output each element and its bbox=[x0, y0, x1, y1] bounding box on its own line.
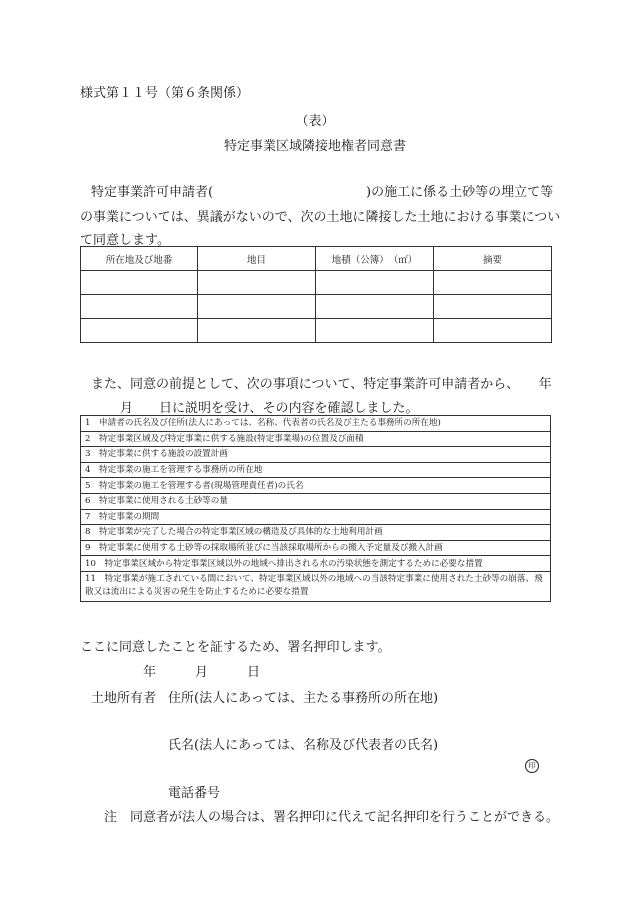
table-cell bbox=[434, 319, 552, 343]
table-row bbox=[81, 447, 551, 463]
table-cell bbox=[434, 295, 552, 319]
table-row bbox=[81, 540, 551, 556]
table-cell bbox=[81, 271, 198, 295]
table-row bbox=[81, 295, 552, 319]
premise-line2: 月 日に説明を受け、その内容を確認しました。 bbox=[120, 401, 419, 416]
table-row bbox=[81, 319, 552, 343]
footnote: 注 同意者が法人の場合は、署名押印に代えて記名押印を行うことができる。 bbox=[104, 810, 560, 825]
form-number: 様式第１１号（第６条関係） bbox=[80, 86, 250, 101]
table-row bbox=[81, 416, 551, 432]
table-row bbox=[81, 556, 551, 572]
table-row bbox=[81, 431, 551, 447]
list-item: 9 特定事業に使用する土砂等の採取場所並びに当該採取場所からの搬入予定量及び搬入計画 bbox=[81, 540, 551, 556]
phone-label: 電話番号 bbox=[168, 786, 221, 801]
list-item: 10 特定事業区域から特定事業区域以外の地域へ排出される水の汚染状態を測定するために必要な措置 bbox=[81, 556, 551, 572]
table-row bbox=[81, 493, 551, 509]
table-cell bbox=[316, 295, 434, 319]
certification-statement: ここに同意したことを証するため、署名押印します。 bbox=[80, 640, 391, 655]
table-row bbox=[81, 271, 552, 295]
table-cell bbox=[198, 271, 316, 295]
list-item: 11 特定事業が施工されている間において、特定事業区域以外の地域への当該特定事業に使用された土砂等の崩落、飛散又は流出による災害の発生を防止するために必要な措置 bbox=[81, 571, 551, 601]
seal-mark: 印 bbox=[525, 759, 539, 773]
page-title: 特定事業区域隣接地権者同意書 bbox=[223, 139, 406, 154]
list-item: 1 申請者の氏名及び住所(法人にあっては、名称、代表者の氏名及び主たる事務所の所在地) bbox=[81, 416, 551, 432]
table-cell bbox=[316, 319, 434, 343]
list-item: 8 特定事業が完了した場合の特定事業区域の構造及び具体的な土地利用計画 bbox=[81, 525, 551, 541]
table-cell bbox=[434, 271, 552, 295]
front-marker: （表） bbox=[295, 114, 335, 129]
list-item: 3 特定事業に供する施設の設置計画 bbox=[81, 447, 551, 463]
table-row bbox=[81, 525, 551, 541]
table-cell bbox=[316, 271, 434, 295]
land-table-header bbox=[81, 247, 552, 271]
list-item: 7 特定事業の期間 bbox=[81, 509, 551, 525]
table-row bbox=[81, 509, 551, 525]
list-item: 6 特定事業に使用される土砂等の量 bbox=[81, 493, 551, 509]
date-line: 年 月 日 bbox=[143, 665, 261, 680]
header-location: 所在地及び地番 bbox=[81, 247, 198, 271]
header-remarks: 摘要 bbox=[434, 247, 552, 271]
list-item: 5 特定事業の施工を管理する者(現場管理責任者)の氏名 bbox=[81, 478, 551, 494]
address-label: 住所(法人にあっては、主たる事務所の所在地) bbox=[168, 691, 439, 706]
list-item: 4 特定事業の施工を管理する事務所の所在地 bbox=[81, 462, 551, 478]
table-row bbox=[81, 462, 551, 478]
table-cell bbox=[81, 295, 198, 319]
list-item: 2 特定事業区域及び特定事業に供する施設(特定事業場)の位置及び面積 bbox=[81, 431, 551, 447]
table-row bbox=[81, 478, 551, 494]
intro-line1-suffix: )の施工に係る土砂等の埋立て等 bbox=[366, 185, 554, 200]
header-land-category: 地目 bbox=[198, 247, 316, 271]
owner-label: 土地所有者 bbox=[91, 691, 157, 706]
table-row bbox=[81, 571, 551, 601]
table-cell bbox=[198, 295, 316, 319]
table-cell bbox=[198, 319, 316, 343]
header-area: 地積（公簿） （㎡） bbox=[316, 247, 434, 271]
intro-line3: て同意します。 bbox=[80, 233, 170, 248]
land-table bbox=[80, 246, 552, 343]
premise-line1: また、同意の前提として、次の事項について、特定事業許可申請者から、 年 bbox=[91, 377, 552, 392]
intro-line2: の事業については、異議がないので、次の土地に隣接した土地における事業につい bbox=[80, 210, 561, 225]
name-label: 氏名(法人にあっては、名称及び代表者の氏名) bbox=[168, 738, 439, 753]
table-cell bbox=[81, 319, 198, 343]
intro-line1-prefix: 特定事業許可申請者( bbox=[91, 185, 214, 200]
explanation-items-table bbox=[80, 415, 551, 602]
